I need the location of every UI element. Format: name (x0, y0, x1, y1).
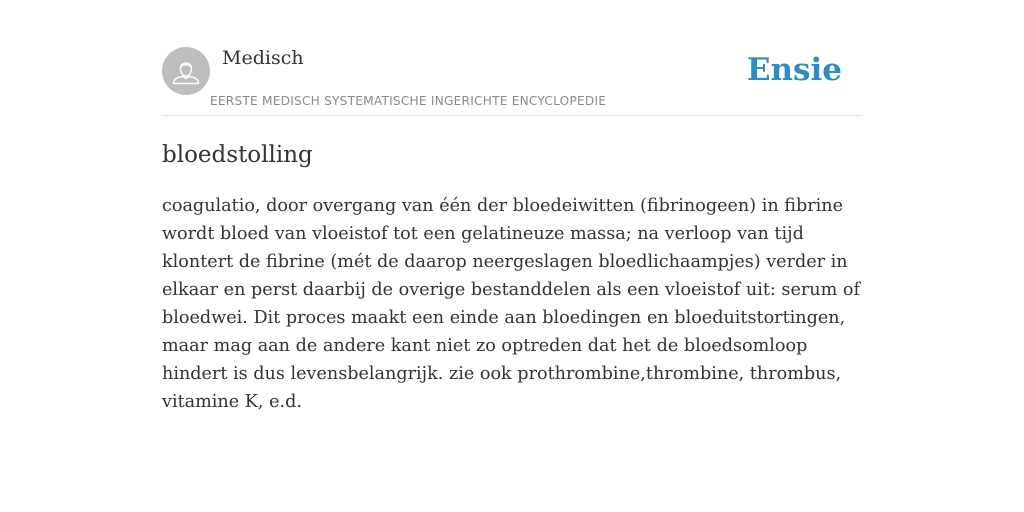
source-name[interactable]: Medisch (222, 47, 304, 69)
user-silhouette-icon[interactable] (162, 47, 210, 95)
source-header (162, 46, 862, 116)
entry-title: bloedstolling (162, 142, 313, 168)
brand-logo-link[interactable]: Ensie (746, 52, 842, 88)
source-subtitle: EERSTE MEDISCH SYSTEMATISCHE INGERICHTE ENCYCLOPEDIE (210, 94, 607, 108)
entry-definition: coagulatio, door overgang van één der bloedeiwitten (fibrinogeen) in fibrine wordt bloed van vloeistof tot een gelatineuze massa; na verloop van tijd klontert de fibrine (mét de daarop neergeslagen bloedlichaampjes) verder in elkaar en perst daarbij de overige bestanddelen als een vloeistof uit: serum of bloedwei. Dit proces maakt een einde aan bloedingen en bloeduitstortingen, maar mag aan de andere kant niet zo optreden dat het de bloedsomloop hindert is dus levensbelangrijk. zie ook prothrombine,thrombine, thrombus, vitamine K, e.d. (162, 196, 860, 412)
